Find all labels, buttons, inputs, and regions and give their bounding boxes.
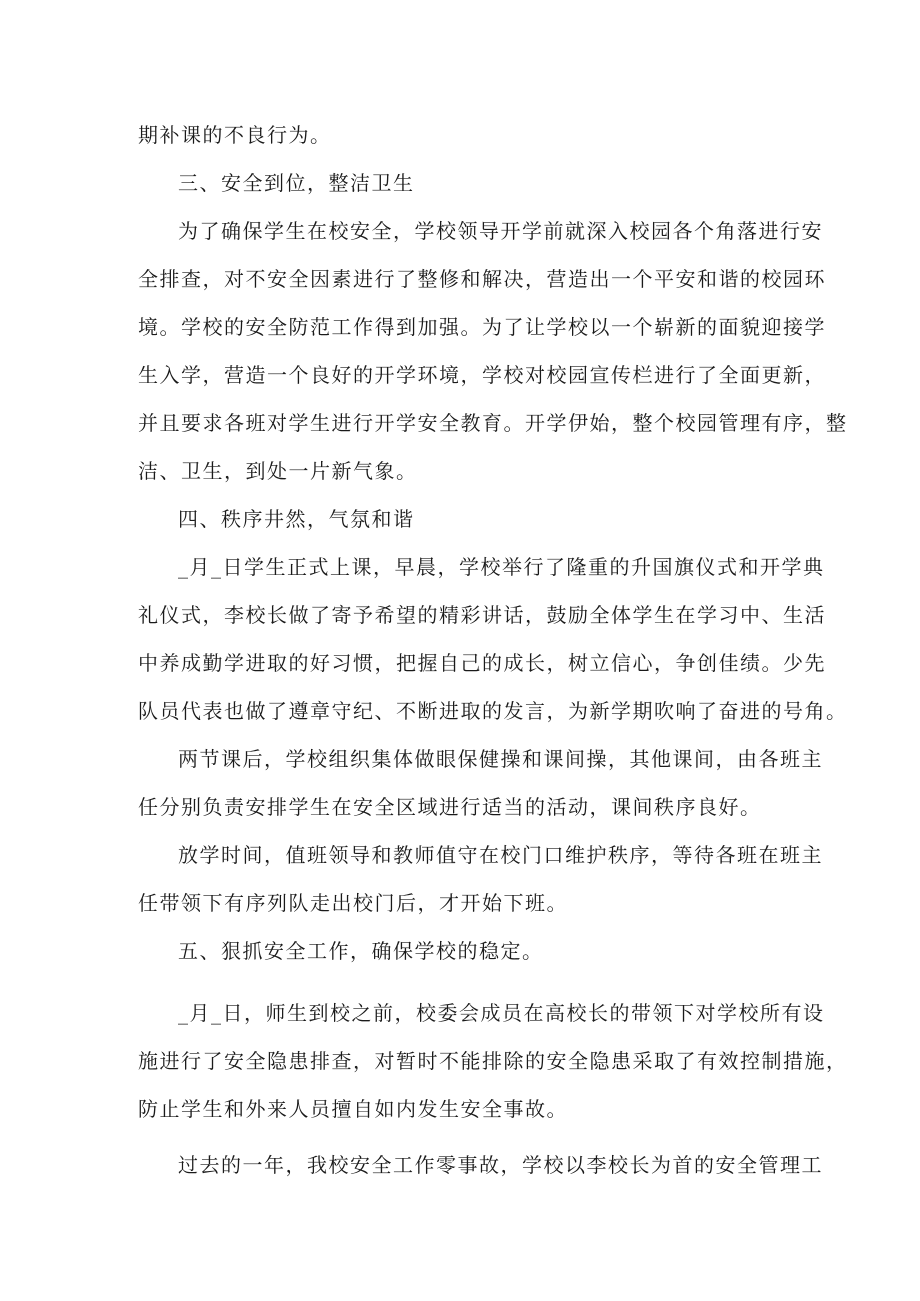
paragraph-line: 洁、卫生，到处一片新气象。 [138, 459, 418, 483]
paragraph-line: 礼仪式，李校长做了寄予希望的精彩讲话，鼓励全体学生在学习中、生活 [138, 603, 826, 627]
paragraph-line: 任带领下有序列队走出校门后，才开始下班。 [138, 891, 568, 915]
paragraph-line: 防止学生和外来人员擅自如内发生安全事故。 [138, 1097, 568, 1121]
paragraph-line: 两节课后，学校组织集体做眼保健操和课间操，其他课间，由各班主 [178, 747, 823, 771]
paragraph-line: 过去的一年，我校安全工作零事故，学校以李校长为首的安全管理工 [178, 1153, 823, 1177]
paragraph-line: _月_日，师生到校之前，校委会成员在高校长的带领下对学校所有设 [178, 1001, 825, 1025]
paragraph-line: 境。学校的安全防范工作得到加强。为了让学校以一个崭新的面貌迎接学 [138, 315, 826, 339]
paragraph-line: 生入学，营造一个良好的开学环境，学校对校园宣传栏进行了全面更新， [138, 363, 826, 387]
paragraph-line: 期补课的不良行为。 [138, 123, 332, 147]
section-heading: 五、狠抓安全工作，确保学校的稳定。 [178, 939, 544, 963]
paragraph-line: 为了确保学生在校安全，学校领导开学前就深入校园各个角落进行安 [178, 219, 823, 243]
paragraph-line: 中养成勤学进取的好习惯，把握自己的成长，树立信心，争创佳绩。少先 [138, 651, 826, 675]
paragraph-line: 并且要求各班对学生进行开学安全教育。开学伊始，整个校园管理有序，整 [138, 411, 848, 435]
paragraph-line: 施进行了安全隐患排查，对暂时不能排除的安全隐患采取了有效控制措施， [138, 1049, 848, 1073]
section-heading: 四、秩序井然，气氛和谐 [178, 507, 415, 531]
paragraph-line: _月_日学生正式上课，早晨，学校举行了隆重的升国旗仪式和开学典 [178, 555, 825, 579]
paragraph-line: 放学时间，值班领导和教师值守在校门口维护秩序，等待各班在班主 [178, 843, 823, 867]
paragraph-line: 任分别负责安排学生在安全区域进行适当的活动，课间秩序良好。 [138, 795, 762, 819]
paragraph-line: 队员代表也做了遵章守纪、不断进取的发言，为新学期吹响了奋进的号角。 [138, 699, 848, 723]
section-heading: 三、安全到位，整洁卫生 [178, 171, 415, 195]
paragraph-line: 全排查，对不安全因素进行了整修和解决，营造出一个平安和谐的校园环 [138, 267, 826, 291]
